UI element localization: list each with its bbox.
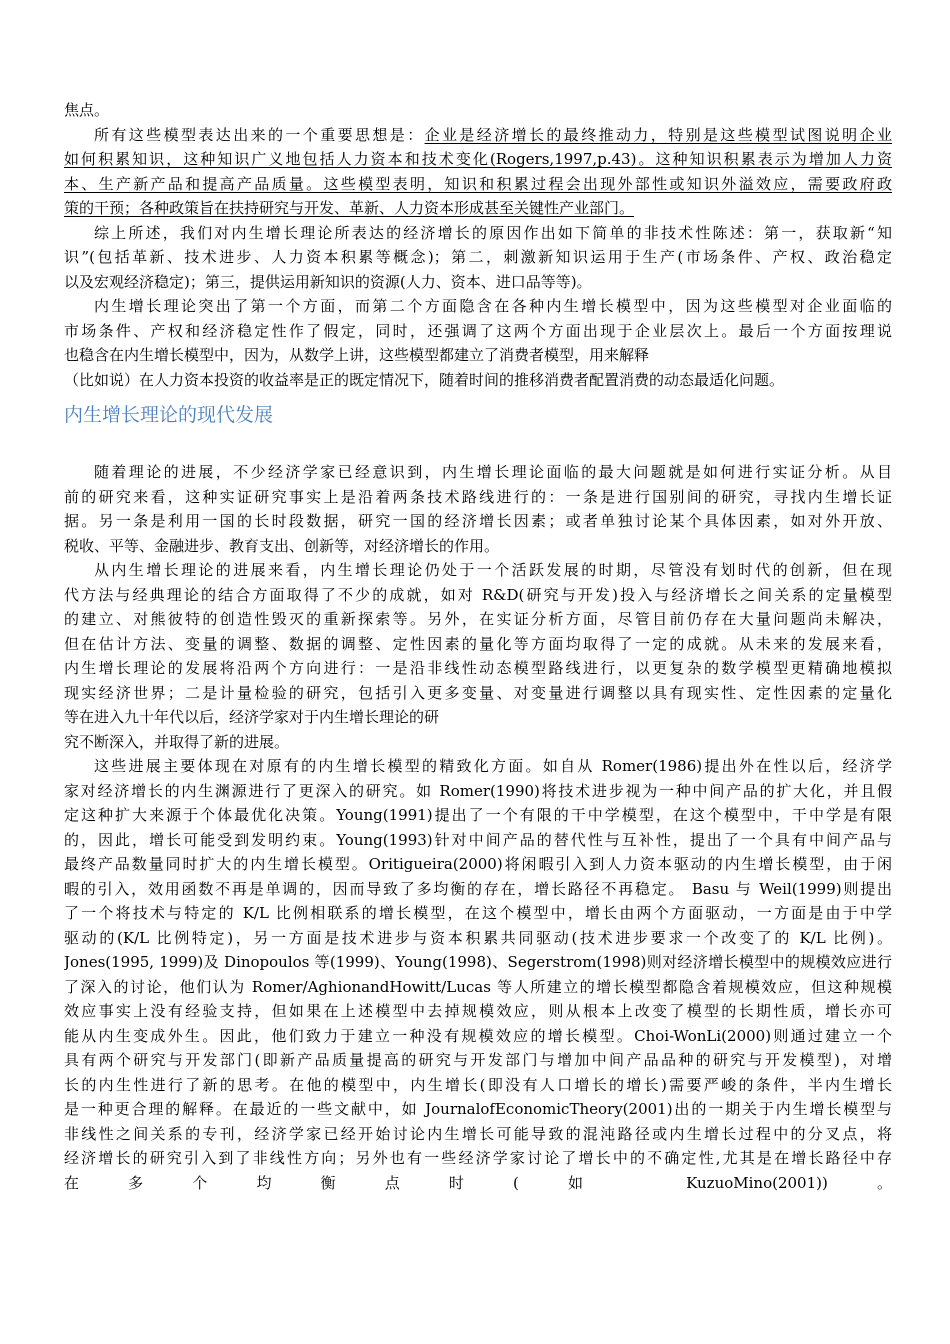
text-line: 的建立、对熊彼特的创造性毁灭的重新探索等。另外，在实证分析方面，尽管目前仍存在大量问题尚未解决， [64, 610, 892, 628]
text-line: 家对经济增长的内生渊源进行了更深入的研究。如 Romer(1990)将技术进步视为一种中间产品的扩大化，并且假 [64, 781, 892, 800]
text-line [64, 1195, 892, 1220]
text-line: 以及宏观经济稳定)；第三，提供运用新知识的资源(人力、资本、进口品等等)。 [64, 272, 592, 291]
text-line: 从内生增长理论的进展来看，内生增长理论仍处于一个活跃发展的时期，尽管没有划时代的创新，但在现 [94, 561, 892, 579]
underlined-text: 这些模型表明，知识和积累过程会出现外部性或知识外溢效应，需要政府政 [323, 174, 892, 193]
text-line: 最终产品数量同时扩大的内生增长模型。Oritigueira(2000)将闲暇引入到人力资本驱动的内生增长模型，由于闲 [64, 855, 892, 873]
text-line: 代方法与经典理论的结合方面取得了不少的成就，如对 R&D(研究与开发)投入与经济增长之间关系的定量模型 [64, 585, 892, 604]
text-line: 等在进入九十年代以后，经济学家对于内生增长理论的研 [64, 708, 440, 726]
underlined-text: 策的干预；各种政策旨在扶持研究与开发、革新、人力资本形成甚至关键性产业部门。 [64, 199, 635, 217]
text-line [64, 172, 892, 197]
text-line: 这些进展主要体现在对原有的内生增长模型的精致化方面。如自从 Romer(1986)提出外在性以后，经济学 [94, 757, 892, 775]
text-line: 效应事实上没有经验支持，但如果在上述模型中去掉规模效应，则从根本上改变了模型的长期性质，增长亦可 [64, 1002, 892, 1020]
text-line: Jones(1995, 1999)及 Dinopoulos 等(1999)、Young(1998)、Segerstrom(1998)则对经济增长模型中的规模效应进行 [64, 953, 892, 971]
text-line: 前的研究来看，这种实证研究事实上是沿着两条技术路线进行的：一条是进行国别间的研究，寻找内生增长证 [64, 487, 892, 506]
text-line: 也稳含在内生增长模型中，因为，从数学上讲，这些模型都建立了消费者模型，用来解释 [64, 346, 650, 364]
underlined-text: 本、生产新产品和提高产品质量。 [64, 174, 324, 193]
text-line: 非线性之间关系的专刊，经济学家已经开始讨论内生增长可能导致的混沌路径或内生增长过程中的分叉点，将 [64, 1124, 892, 1143]
text-line: 内生增长理论的发展将沿两个方向进行：一是沿非线性动态模型路线进行，以更复杂的数学模型更精确地模拟 [64, 659, 892, 677]
text-line [64, 196, 892, 221]
text-line: 是一种更合理的解释。在最近的一些文献中，如 JournalofEconomicTheory(2001)出的一期关于内生增长模型与 [64, 1100, 892, 1118]
text-line: 了一个将技术与特定的 K/L 比例相联系的增长模型，在这个模型中，增长由两个方面驱动，一方面是由于中学 [64, 904, 892, 922]
text-line: 能从内生变成外生。因此，他们致力于建立一种没有规模效应的增长模型。Choi-WonLi(2000)则通过建立一个 [64, 1026, 892, 1045]
document-page [64, 98, 892, 1220]
text-line: 识”(包括革新、技术进步、人力资本积累等概念)；第二，刺激新知识运用于生产(市场条件、产权、政治稳定 [64, 248, 892, 266]
text-line: 长的内生性进行了新的思考。在他的模型中，内生增长(即没有人口增长的增长)需要严峻的条件，半内生增长 [64, 1075, 892, 1094]
text-line: 究不断深入，并取得了新的进展。 [64, 732, 290, 751]
text-line [64, 123, 892, 148]
text-line: 市场条件、产权和经济稳定性作了假定，同时，还强调了这两个方面出现于企业层次上。最后一个方面按理说 [64, 321, 892, 340]
text-line: 经济增长的研究引入到了非线性方向；另外也有一些经济学家讨论了增长中的不确定性,尤其是在增长路径中存 [64, 1149, 892, 1167]
section-heading: 内生增长理论的现代发展 [64, 404, 274, 426]
text-line: 焦点。 [64, 101, 110, 119]
underlined-text-line: 如何积累知识，这种知识广义地包括人力资本和技术变化(Rogers,1997,p.43)。这种知识积累表示为增加人力资 [64, 150, 892, 168]
text-line: 随着理论的进展，不少经济学家已经意识到，内生增长理论面临的最大问题就是如何进行实证分析。从目 [94, 463, 892, 481]
text-line: 暇的引入，效用函数不再是单调的，因而导致了多均衡的存在，增长路径不再稳定。 Basu 与 Weil(1999)则提出 [64, 879, 892, 898]
text-line: 税收、平等、金融进步、教育支出、创新等，对经济增长的作用。 [64, 536, 500, 555]
text-line: 据。另一条是利用一国的长时段数据，研究一国的经济增长因素；或者单独讨论某个具体因素，如对外开放、 [64, 512, 892, 530]
text-line: 定这种扩大来源于个体最优化决策。Young(1991)提出了一个有限的干中学模型，在这个模型中，干中学是有限 [64, 806, 892, 824]
text-line: 内生增长理论突出了第一个方面，而第二个方面隐含在各种内生增长模型中，因为这些模型对企业面临的 [94, 297, 892, 315]
text-line: 的，因此，增长可能受到发明约束。Young(1993)针对中间产品的替代性与互补性，提出了一个具有中间产品与 [64, 830, 892, 849]
text-line: 现实经济世界；二是计量检验的研究，包括引入更多变量、对变量进行调整以具有现实性、定性因素的定量化 [64, 683, 892, 702]
text-line: 驱动的(K/L 比例特定)，另一方面是技术进步与资本积累共同驱动(技术进步要求一个改变了的 K/L 比例)。 [64, 928, 892, 947]
text-segment: 所有这些模型表达出来的一个重要思想是： [94, 125, 425, 144]
text-line: （比如说）在人力资本投资的收益率是正的既定情况下，随着时间的推移消费者配置消费的动态最适化问题。 [64, 370, 785, 389]
text-line: 但在估计方法、变量的调整、数据的调整、定性因素的量化等方面均取得了一定的成就。从未来的发展来看， [64, 634, 892, 653]
text-line: 具有两个研究与开发部门(即新产品质量提高的研究与开发部门与增加中间产品品种的研究与开发模型)，对增 [64, 1051, 892, 1069]
text-line: 综上所述，我们对内生增长理论所表达的经济增长的原因作出如下简单的非技术性陈述：第一，获取新“知 [94, 223, 892, 242]
text-line: 了深入的讨论，他们认为 Romer/AghionandHowitt/Lucas 等人所建立的增长模型都隐含着规模效应，但这种规模 [64, 977, 892, 996]
text-line: 在多个均衡点时(如 KuzuoMino(2001))。 [64, 1173, 892, 1192]
underlined-text: 企业是经济增长的最终推动力，特别是这些模型试图说明企业 [424, 125, 892, 144]
